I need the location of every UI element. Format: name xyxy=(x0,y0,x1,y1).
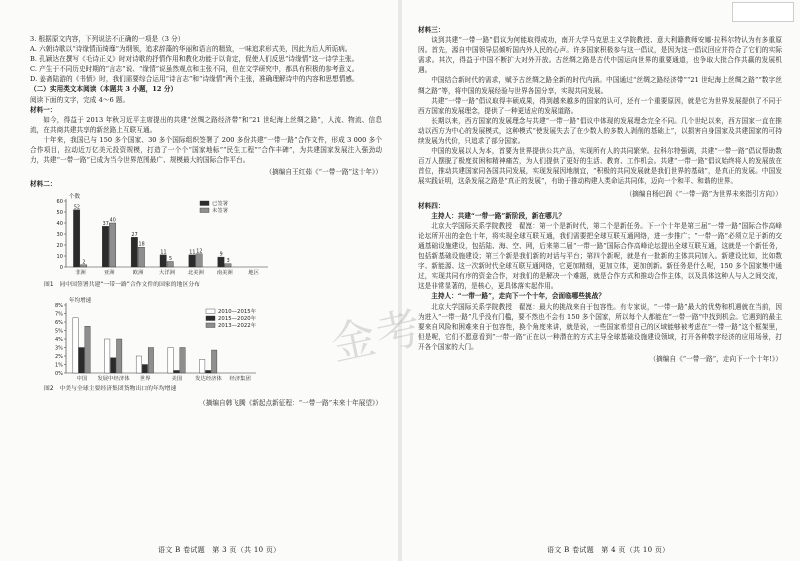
y-tick-label: 40 xyxy=(56,221,63,228)
x-tick-label: 大洋洲 xyxy=(158,270,176,277)
legend-label: 2013—2022年 xyxy=(218,322,257,329)
legend-swatch xyxy=(206,323,215,328)
bar xyxy=(138,248,144,268)
material-1-source: （摘编自王红茹《“一带一路”这十年》） xyxy=(265,168,382,177)
bar xyxy=(174,370,179,373)
legend-swatch xyxy=(206,309,215,314)
material-3-para-5: 中国的发展以人为本，首要为世界提供公共产品，实现所有人的共同繁荣。拉科尔特强调，共建“一带一路”倡议帮助数百万人摆脱了极度贫困和精神痛苦，为人们提供了更好的生活、教育、工作机会。共建“一带一路”倡议始终将人的发展放在首位，推动共建国家同各国共同发展，实现发展因地制宜，“积极的共同发展就是我们世界的基础”，是真正的发展。中国发展实践证明，这条发展之路是“真正的发展”，有助于推动构建人类命运共同体，迈向一个和平、和谐的世界。 xyxy=(418,147,782,186)
chart-title: 图2 中美与全球主要经济集团货物出口的年均增速 xyxy=(44,385,177,392)
y-tick-label: 7% xyxy=(54,310,63,317)
material-4-source: （摘编自《“一带一路”，走向下一个十年!》） xyxy=(649,355,782,363)
legend-swatch xyxy=(206,316,215,321)
material-3-para-4: 长期以来，西方国家的发展理念与共建“一带一路”倡议中体现的发展理念完全不同。几个世纪以来，西方国家一直在推动以西方为中心的发展模式，这种模式“使发展失去了在少数人的多数人剥削的基础上”，以损害自身国家及共建国家的可持续发展为代价，只追求了部分国家。 xyxy=(418,116,782,146)
bar xyxy=(102,227,108,268)
x-tick-label: 世界 xyxy=(139,375,151,382)
y-tick-label: 60 xyxy=(56,199,63,206)
y-tick-label: 8% xyxy=(54,302,63,309)
material-3-source: （摘编自杨巴润《“一带一路”为世界未来指引方向》） xyxy=(625,189,782,198)
option-b: B. 孔颖达在撰写《毛诗正义》时对诗歌的抒情作用和教化功能于以肯定，促使人们反思“诗缘情”这一诗学主张。 xyxy=(30,55,359,64)
y-axis-label: 个数 xyxy=(69,194,81,201)
x-tick-label: 北美洲 xyxy=(187,270,204,277)
bar xyxy=(111,357,116,372)
data-label: 12 xyxy=(196,249,203,255)
y-tick-label: 20 xyxy=(56,243,63,250)
data-label: 27 xyxy=(131,233,138,239)
x-tick-label: 发达经济体 xyxy=(195,375,222,382)
chart-region-distribution xyxy=(30,189,382,289)
bar xyxy=(117,339,122,373)
data-label: 2 xyxy=(82,260,86,266)
left-column xyxy=(30,34,382,410)
host-question-2: 主持人：“一带一路”，走向下一个十年，会面临哪些挑战？ xyxy=(431,292,605,301)
material-3-title: 材料三： xyxy=(418,26,445,34)
bar xyxy=(200,359,205,373)
bar xyxy=(206,370,211,373)
material-1-para-1: 如今，得益于 2013 年秋习近平主席提出的共建“丝绸之路经济带”和“21 世纪海上丝绸之路”，人流、物流、信息流，在共商共建共享的新丝路上互联互通。 xyxy=(30,115,382,134)
legend-swatch xyxy=(200,208,209,213)
material-2-source: （摘编自韩飞腾《新起点新征程：“一带一路”未来十年展望》） xyxy=(199,398,382,407)
material-3-para-1: 谈到共建“一带一路”倡议为何能取得成功，南开大学马克思主义学院教授、意大利籍教师安娜·拉科尔特认为有多重原因。首先，源自中国领导层倾听国内外人民的心声。许多国家积极参与这一倡议，是因为这一倡议回应并符合了它们的实际需求。其次，得益于中国不断扩大对外开放。古丝绸之路是古代中国运向世界的重要通道，也争取大批合作共赢的发展机遇。 xyxy=(418,36,782,75)
material-4-title: 材料四： xyxy=(418,201,445,210)
material-3-para-3: 共建“一带一路”倡议取得丰硕成果，得到越来越多的国家的认可，还有一个重要原因，就是它为世界发展提供了不同于西方国家的发展理念，提供了一种更适应的发展道路。 xyxy=(418,96,782,115)
option-a: A. 六朝诗歌以“诗缘情而绮靡”为纲领，追求辞藻的华丽和语言的精致，一味追求形式美，因此为后人所诟病。 xyxy=(30,45,352,54)
y-tick-label: 0% xyxy=(54,370,63,377)
y-tick-label: 1% xyxy=(54,361,63,368)
bar xyxy=(109,223,115,267)
bar xyxy=(160,255,166,267)
data-label: 5 xyxy=(168,257,173,263)
y-tick-label: 5% xyxy=(54,327,63,334)
data-label: 3 xyxy=(226,259,230,265)
y-tick-label: 2% xyxy=(54,353,63,360)
right-column xyxy=(418,25,782,366)
legend-label: 已签署 xyxy=(212,201,229,208)
material-1-para-2: 十年来，我国已与 150 多个国家、30 多个国际组织签署了 200 多份共建“一带一路”合作文件，形成 3 000 多个合作项目，拉动近万亿美元投资规模，打造了一个个“国家地标”“民生工程”“合作丰碑”，为共建国家发展注入强劲动力，共建“一带一路”已成为当今世界范围最广、规模最大的国际合作平台。 xyxy=(30,135,382,165)
legend-swatch xyxy=(200,201,209,206)
reading-instruction: 阅读下面的文字，完成 4～6 题。 xyxy=(30,95,130,104)
page-footer-left: 语文 B 卷试题 第 3 页（共 10 页） xyxy=(158,546,281,554)
legend-label: 2015—2020年 xyxy=(218,315,257,322)
y-tick-label: 3% xyxy=(54,344,63,351)
section-heading: （二）实用类文本阅读（本题共 3 小题，12 分） xyxy=(30,85,178,94)
option-c: C. 产生于不同历史时期的“言志”说、“缘情”说虽然观点和主张不同，但在文学研究中，都具有积极的参考意义。 xyxy=(30,65,359,74)
answer-1: 北京大学国际关系学院教授 翟崑：第一个是新时代，第二个是新任务。下一个十年是第三届“一带一路”国际合作高峰论坛所开出的金色十年，将实现全球互联互通，我们需要把全球互联互通网络，进一步推广；“一带一路”必须立足于新的交通基础设施建设，包括陆、海、空、网，后来第二届“一带一路”国际合作高峰论坛提出全球互联互通，这就是一个新任务，包括新基础设施建设；第三个新是我们新的对话与平台；第四个新呢，就是有一批新的主体共同加入。新建设比如，比如数字、新能源、这一次新时代全球互联互通网络，它更加精细，更加立体，更加创新。新任务是什么呢，150 多个国家集中通过，实现共同有序的资金合作，对我们的是解决一个难题，就是合作方式和推动合作主体，以及具体这种人与人之间交流，这是非常显著的，是核心，更具体落实起作用。 xyxy=(418,221,782,291)
data-label: 40 xyxy=(109,218,116,224)
data-label: 11 xyxy=(160,250,167,256)
y-tick-label: 4% xyxy=(54,336,63,343)
x-tick-label: 非洲 xyxy=(75,270,86,277)
bar xyxy=(196,254,202,267)
bar xyxy=(142,364,147,373)
bar xyxy=(105,339,110,373)
page-right xyxy=(402,0,800,561)
page-left xyxy=(0,0,398,561)
x-tick-label: 经济集团 xyxy=(229,375,251,382)
legend-label: 2010—2015年 xyxy=(218,308,257,315)
data-label: 18 xyxy=(138,243,145,249)
data-label: 52 xyxy=(73,205,81,211)
y-tick-label: 50 xyxy=(56,210,63,217)
y-axis-label: 年均增速 xyxy=(69,297,92,304)
y-tick-label: 0 xyxy=(59,265,63,272)
y-tick-label: 10 xyxy=(56,254,63,261)
x-tick-label: 地区 xyxy=(248,270,259,277)
chart-title: 图1 同中国签署共建“一带一路”合作文件的国家的地区分布 xyxy=(44,282,201,289)
bar xyxy=(73,317,78,372)
bar xyxy=(212,350,217,373)
material-2-title: 材料二： xyxy=(30,180,57,189)
corner-box xyxy=(732,2,794,22)
x-tick-label: 中国 xyxy=(76,375,88,382)
data-label: 11 xyxy=(189,250,196,256)
bar xyxy=(148,347,153,373)
x-tick-label: 发展中经济体 xyxy=(97,375,130,382)
x-tick-label: 美国 xyxy=(171,375,183,382)
data-label: 37 xyxy=(102,222,109,228)
bar xyxy=(85,326,90,373)
y-tick-label: 6% xyxy=(54,319,63,326)
bar xyxy=(73,210,79,267)
bar xyxy=(168,347,173,373)
bar xyxy=(167,262,173,268)
bar xyxy=(136,356,141,373)
chart-export-growth xyxy=(30,293,382,393)
host-question-1: 主持人：共建“一带一路”新阶段，新在哪儿？ xyxy=(431,211,566,220)
bar xyxy=(218,258,224,268)
bar xyxy=(180,347,185,373)
answer-2: 北京大学国际关系学院教授 翟崑：最大的挑战来自于包容性。有专家说，“一带一路”最大的优势和机遇就在当前，因为进入“一带一路”几乎没有门槛，要不然也不会有 150 多个国家，所以每个人都能在“一带一路”中找到机会。它遇到的最主要来自风险和困难来自于包容性，换个角度来讲，就是说，一些国家希望自己的区域能够被考虑在“一带一路”这个框架里，但是呢，它们不愿意看到“一带一路”正在以一种潜在的方式主导全球基础设施建设领域，打开各种数字经济的应用场景，打开各个国家的大门。 xyxy=(418,302,782,351)
watermark-text: 金考 xyxy=(326,301,428,371)
data-label: 9 xyxy=(219,253,223,259)
material-3-para-2: 中国结合新时代的需求，赋予古丝绸之路全新的时代内涵。中国通过“丝绸之路经济带”“21 世纪海上丝绸之路”“数字丝绸之路”等，将中国的发展经验与世界各国分享，实现共同发展。 xyxy=(418,76,782,95)
bar xyxy=(79,347,84,373)
x-tick-label: 亚洲 xyxy=(103,270,115,277)
bar xyxy=(189,255,195,267)
question-3-stem: 3. 根据原文内容，下列说法不正确的一项是（3 分） xyxy=(30,35,185,43)
y-tick-label: 30 xyxy=(56,232,63,239)
page-footer-right: 语文 B 卷试题 第 4 页（共 10 页） xyxy=(547,546,670,554)
material-1-title: 材料一： xyxy=(30,105,57,114)
legend-label: 未签署 xyxy=(212,208,229,215)
option-d: D. 姜斋陆游的《书愤》时，我们需要综合运用“诗言志”和“诗缘情”两个主张，准确理解诗中的内容和思想情感。 xyxy=(30,75,359,84)
x-tick-label: 南美洲 xyxy=(216,270,233,277)
bar xyxy=(131,238,137,268)
x-tick-label: 欧洲 xyxy=(132,270,144,277)
